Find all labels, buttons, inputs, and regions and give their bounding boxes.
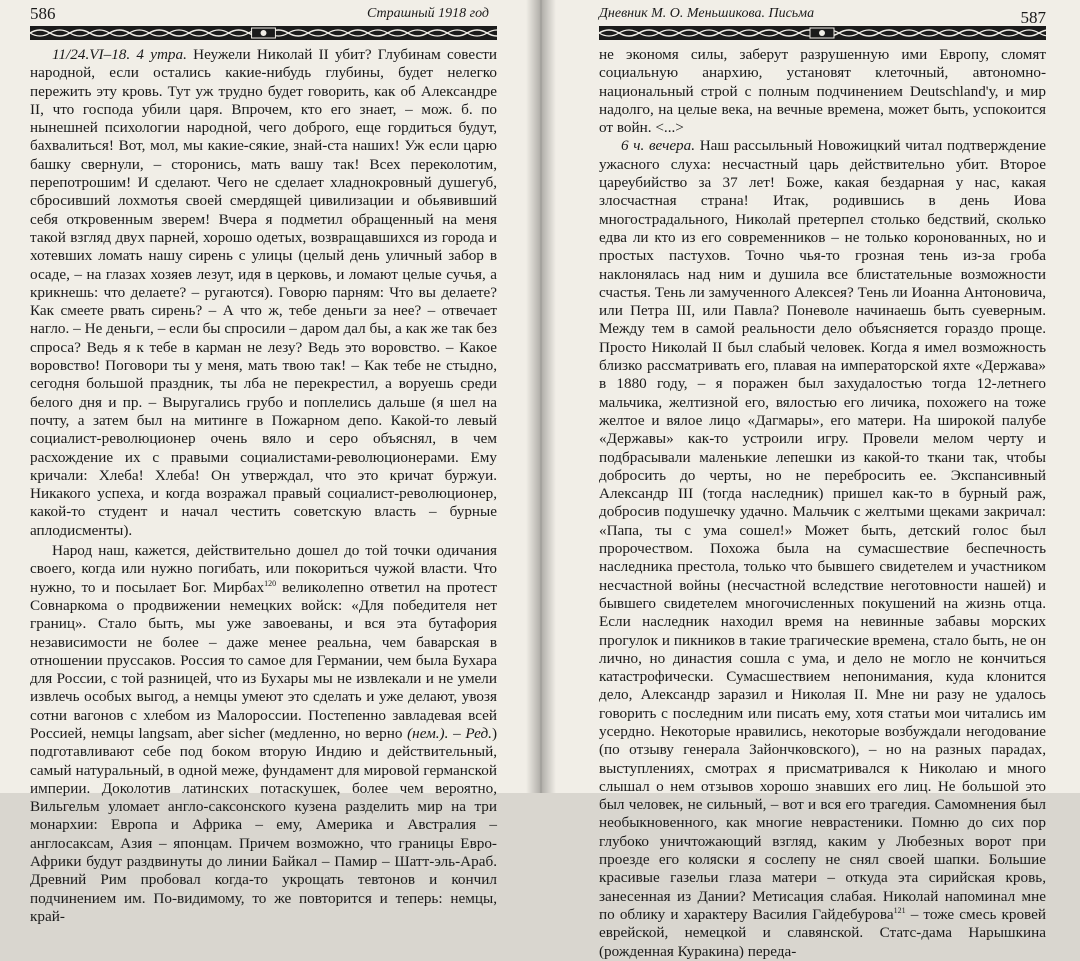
paragraph-text: Народ наш, кажется, действительно дошел до той точки одичания своего, когда или нужно погибать, или покориться чужой власти. Что нужно, то и посылает Бог. Мирбах — [30, 542, 497, 596]
footnote-marker[interactable]: 121 — [893, 905, 906, 915]
paragraph-text: Неужели Николай II убит? Глубинам совести народной, если остались какие-нибудь глубины, будет нелегко пережить эту кровь. Тут уж трудно будет говорить, как об Александре II, что господа убили царя. Впрочем, кто его знает, – мож. б. по нынешней психологии народной, чего доброго, еще гордиться будут, бахвалиться! Вот, мол, мы какие-сякие, знай-ста наших! Уж если царю башку свернули, – сторонись, мать вашу так! Всех переколотим, перепотрошим! И сделают. Чего не сделает хладнокровный душегуб, сбросивший лохмотья своей смердящей цивилизации и обьявивший себя откровенным зверем! Вчера я подметил обращенный на меня такой взгляд двух парней, хорошо одетых, возвращавшихся из города и хотевших ломать нашу сирень с улицы (целый день уличный забор в осаде, – на глазах хозяев лезут, идя в церковь, и ломают целые сучья, а крикнешь: что делаете? – ругаются). Говорю парням: Что вы делаете? Как смеете рвать сирень? – А что ж, тебе деньги за нее? – отвечает нагло. – Не деньги, – если бы спросили – даром дал бы, а как же так без спроса? Ведь я к тебе в карман не лезу? Ведь это воровство. – Какое воровство! Поговори ты у меня, мать твою так! – Как тебе не стыдно, сегодня большой праздник, ты лба не перекрестил, а воруешь среди белого дня и пр. – Выругались грубо и поплелись дальше (я шел на почту, а затем был на митинге в Пожарном депо. Какой-то левый социалист-революционер очень вяло и серо объяснял, в чем расхождение их с правыми социалистами-революционерами. Ему кричали: Хлеба! Хлеба! Он утверждал, что это кричат буржуи. Никакого успеха, и когда возражал правый социалист-революционер, какой-то студент и начал честить советскую власть – бурные аплодисменты). — [30, 46, 498, 539]
paragraph-text: – тоже смесь кровей еврейской, немецкой и славянской. Статс-дама Нарышкина (рожденная Куракина) переда- — [599, 905, 1046, 960]
entry-date: 6 ч. вечера. — [621, 137, 696, 155]
right-running-title: Дневник М. О. Меньшикова. Письма — [599, 6, 815, 21]
paragraph-text: ) подготавливают себе под боком вторую Индию и действительный, самый натуральный, в одной меже, фундамент для мировой германской империи. Доколотив латинских потаскушек, более чем вероятно, Вильгельм уломает англо-саксонского кузена разделить мир на три монархии: Европа и Африка – ему, Америка и Австралия – англосаксам, Азия – японцам. Причем возможно, что границы Евро-Африки будут раздвинуты до линии Байкал – Памир – Шатт-эль-Араб. Древний Рим пробовал когда-то укрощать тевтонов и кончил подчинением им. По-видимому, то же повторится и теперь: немцы, край- — [30, 724, 497, 925]
footnote-marker[interactable]: 120 — [264, 578, 277, 588]
left-running-head — [30, 2, 497, 24]
left-page — [0, 0, 541, 925]
left-ornament-divider — [30, 26, 497, 40]
left-body-text — [30, 46, 497, 926]
editor-note: (нем.). – Ред. — [407, 724, 492, 742]
entry-date: 11/24.VI–18. 4 утра. — [52, 46, 187, 63]
right-page-number: 587 — [1020, 8, 1046, 27]
left-running-title: Страшный 1918 год — [366, 6, 489, 21]
diary-entry-paragraph — [30, 46, 497, 540]
right-running-head — [599, 2, 1046, 27]
paragraph-text: великолепно ответил на протест Совнаркома о продвижении немецких войск: «Для победителя нет границ». Стало быть, мы уже завоеваны, и вся эта бутафория независимости не более – даже менее реальна, чем баварская в отношении пруссаков. Россия то самое для Германии, чем была Бухара для России, с той разницей, что из Бухары мы не извлекали и не умели извлечь особых выгод, а немцы умеют это сделать и уже делают, увозя сотни вагонов с хлебом из Малороссии. Постепенно завладевая всей Россией, немцы langsam, aber sicher (медленно, но верно — [30, 578, 497, 742]
right-page — [541, 0, 1080, 960]
left-page-number: 586 — [30, 4, 56, 23]
continued-paragraph: не экономя силы, заберут разрушенную ими Европу, сломят социальную анархию, установят клеточный, автономно-национальный строй с полным подчинением Deutschland'у, и мир надолго, на целые века, на вечные времена, может быть, успокоится от войн. <...> — [599, 46, 1046, 137]
paragraph-text: Наш рассыльный Новожицкий читал подтверждение ужасного слуха: несчастный царь действительно убит. Второе цареубийство за 37 лет! Боже, какая бездарная у нас, какая злосчастная страна! Итак, родившись в день Иова многострадального, Николай претерпел столько бедствий, сколько едва ли кто из его современников – не только коронованных, но и простых пастухов. Точно чья-то грозная тень из-за гроба наклонялась над ним и душила все блистательные возможности счастья. Тень ли замученного Алексея? Тень ли Иоанна Антоновича, или Петра III, или Павла? Поневоле начинаешь быть суеверным. Между тем в самой реальности дело объясняется гораздо проще. Просто Николай II был слабый человек. Когда я имел возможность близко рассматривать его, плавая на императорской яхте «Держава» в 1880 году, – я поражен был захудалостью тогда 12-летнего мальчика, желтизной его, вялостью его личика, похожего на тоже желтое и вялое лицо «Дагмары», его матери. На широкой палубе «Державы» как-то устроили игру. Провели мелом черту и подбрасывали маленькие лепешки из какой-то ткани так, чтобы добросить до черты, но не перебросить ее. Экспансивный Александр III (тогда наследник) пришел как-то в бурный раж, добросив подушечку удачно. Мальчик с желтыми щеками закричал: «Папа, ты с ума сошел!» Может быть, детский голос был пророчеством. Похожа была на сумасшествие беспечность наследника престола, только что бывшего свидетелем и участником несчастной войны (несчастной вследствие неготовности нашей) и бывшего свидетелем многочисленных покушений на жизнь отца. Если наследник находил время на невинные забавы морских прогулок и пикников в такие трагические времена, стало быть, не он лично, но династия сошла с ума, и дело не могло не кончиться катастрофически. Сумасшествием непонимания, куда клонится дело, Александр заразил и Николая II. Мне ни разу не удалось говорить с последним или писать ему, хотя статьи мои читались им усердно. Некоторые нравились, некоторые возбуждали негодование (по отзыву генерала Зайончковского), – но на разных парадах, выступлениях, смотрах я присматривался к Николаю и много слышал о нем отзывов хорошо знавших его лиц. Не большой это был человек, не сильный, – вот и вся его трагедия. Самомнения был необыкновенного, как многие неврастеники. Помню до сих пор глубоко уничтожающий взгляд, каким у Любезных ворот при проезде его коляски я сослепу не снял своей шапки. Большие красивые газельи глаза матери – откуда эта сирийская кровь, занесенная из Дании? Метисация слабая. Николай напоминал мне по облику и характеру Василия Гайдебурова — [599, 137, 1046, 923]
right-body-text — [599, 46, 1046, 961]
diary-entry-paragraph — [599, 137, 1046, 960]
diary-paragraph — [30, 542, 497, 926]
right-ornament-divider — [599, 26, 1046, 40]
